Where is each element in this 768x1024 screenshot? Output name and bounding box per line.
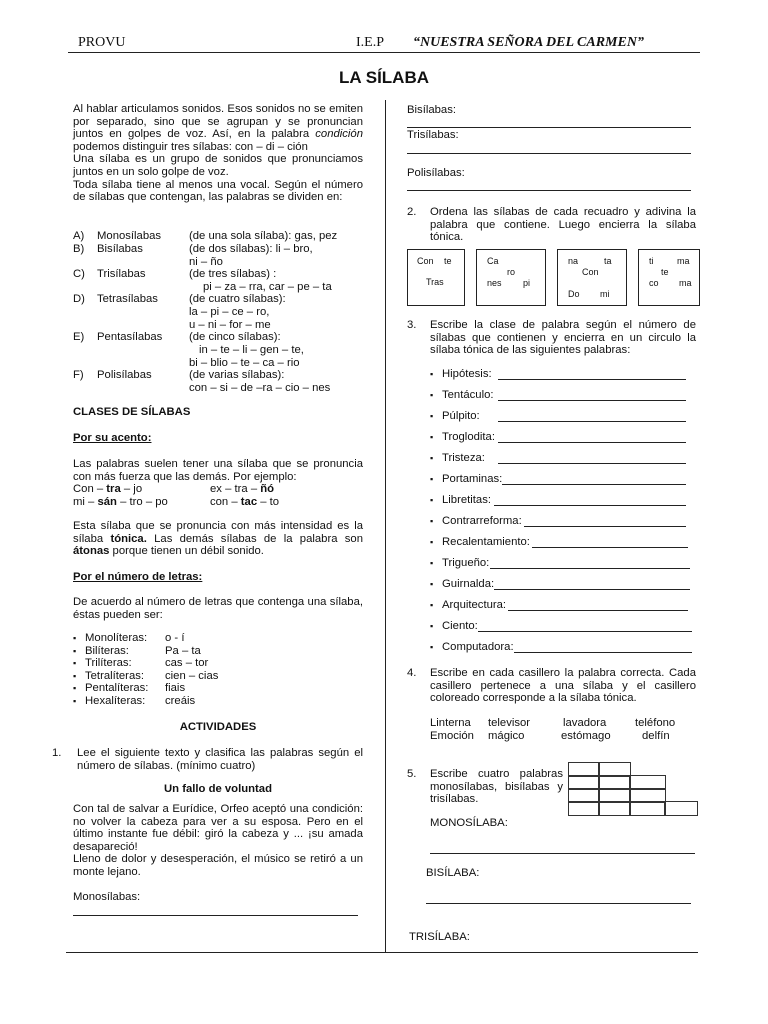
- bullet-icon: ▪: [430, 432, 434, 442]
- word-answer-line[interactable]: [494, 589, 690, 590]
- word-label: Contrarreforma:: [442, 515, 522, 527]
- word-label: Tentáculo:: [442, 389, 494, 401]
- intro-text-2: Una sílaba es un grupo de sonidos que pronunciamos juntos en un solo golpe de voz.: [73, 153, 363, 178]
- letras-paragraph: De acuerdo al número de letras que contenga una sílaba, éstas pueden ser:: [73, 596, 363, 621]
- bullet-icon: ▪: [430, 411, 434, 421]
- intro-text-1b: podemos distinguir tres sílabas: con – di – ción: [73, 140, 308, 153]
- q4-word: teléfono: [635, 717, 676, 729]
- story-text-1: Con tal de salvar a Eurídice, Orfeo aceptó una condición: no volver la cabeza para ver a su esposa. Pero en el último instante fue débil: giró la cabeza y ... ¡su amada desapareció!: [73, 803, 363, 853]
- type-desc: (de tres sílabas) :: [189, 268, 277, 280]
- syllable-box-2: [476, 249, 546, 306]
- bullet-icon: ▪: [430, 474, 434, 484]
- ex-text: ex – tra –: [210, 483, 261, 495]
- bullet-icon: ▪: [430, 495, 434, 505]
- bisilaba-label: BISÍLABA:: [426, 867, 480, 879]
- word-answer-line[interactable]: [498, 463, 686, 464]
- word-answer-line[interactable]: [514, 652, 692, 653]
- word-label: Trigueño:: [442, 557, 490, 569]
- word-label: Púlpito:: [442, 410, 480, 422]
- type-name: Pentasílabas: [97, 331, 163, 343]
- acento-paragraph: Las palabras suelen tener una sílaba que se pronuncia con más fuerza que las demás. Por ejemplo:: [73, 458, 363, 483]
- letras-name: Trilíteras:: [85, 657, 132, 670]
- type-example: ni – ño: [189, 256, 223, 268]
- word-answer-line[interactable]: [494, 505, 686, 506]
- monosilabas-answer-line[interactable]: [73, 915, 358, 916]
- header-school-wrap: [413, 35, 644, 51]
- type-example-2: u – ni – for – me: [189, 319, 271, 331]
- ex-text: – jo: [120, 483, 143, 495]
- word-list: [430, 368, 700, 658]
- header-iep: I.E.P: [356, 35, 384, 50]
- letras-example: creáis: [165, 694, 196, 707]
- tonica-text: porque tienen un débil sonido.: [109, 545, 264, 558]
- list-item: [73, 645, 333, 658]
- type-example-2: bi – blio – te – ca – rio: [189, 357, 300, 369]
- letras-name: Pentalíteras:: [85, 682, 149, 695]
- question-4-number: 4.: [407, 667, 417, 679]
- syllable-box-1: [407, 249, 465, 306]
- type-name: Monosílabas: [97, 230, 162, 242]
- type-example: in – te – li – gen – te,: [199, 344, 304, 356]
- accent-example-3: [73, 496, 168, 509]
- type-desc: (de una sola sílaba): gas, pez: [189, 230, 338, 242]
- monosilaba-label: MONOSÍLABA:: [430, 817, 508, 829]
- bullet-icon: ▪: [430, 453, 434, 463]
- syllable: Ca: [487, 256, 499, 266]
- bullet-icon: ▪: [430, 621, 434, 631]
- question-3-text: Escribe la clase de palabra según el número de sílabas que contienen y encierra en un circulo la sílaba tónica de las siguientes palabras:: [430, 319, 696, 357]
- bisilaba-answer-line[interactable]: [426, 903, 691, 904]
- syllable: Tras: [426, 277, 444, 287]
- tonica-paragraph: [73, 520, 363, 558]
- syllable: Con: [582, 267, 599, 277]
- type-letter: A): [73, 230, 85, 242]
- type-name: Polisílabas: [97, 369, 152, 381]
- trisilabas-label: Trisílabas:: [407, 129, 459, 141]
- header-rule: [68, 52, 700, 53]
- q4-word-row-1: [430, 717, 700, 731]
- syllable: ti: [649, 256, 654, 266]
- trisilabas-answer-line[interactable]: [407, 153, 691, 154]
- ex-stress: sán: [97, 496, 117, 508]
- word-answer-line[interactable]: [508, 610, 688, 611]
- q4-word: estómago: [561, 730, 611, 742]
- letras-name: Hexalíteras:: [85, 694, 146, 707]
- word-answer-line[interactable]: [498, 400, 686, 401]
- letras-heading: Por el número de letras:: [73, 571, 203, 583]
- word-label: Ciento:: [442, 620, 478, 632]
- syllable: pi: [523, 278, 531, 288]
- story-title: Un fallo de voluntad: [164, 783, 272, 795]
- type-example: la – pi – ce – ro,: [189, 306, 270, 318]
- q4-word: delfín: [642, 730, 670, 742]
- ex-stress: tra: [106, 483, 121, 495]
- grid-cell[interactable]: [598, 801, 631, 816]
- bullet-icon: ▪: [430, 537, 434, 547]
- type-letter: F): [73, 369, 84, 381]
- syllable: ma: [679, 278, 692, 288]
- type-desc: (de varias sílabas):: [189, 369, 285, 381]
- bullet-icon: ▪: [430, 369, 434, 379]
- word-label: Libretitas:: [442, 494, 491, 506]
- type-letter: B): [73, 243, 85, 255]
- grid-cell[interactable]: [568, 801, 600, 816]
- type-name: Trisílabas: [97, 268, 146, 280]
- ex-text: – to: [257, 496, 280, 508]
- type-name: Tetrasílabas: [97, 293, 158, 305]
- type-desc: (de dos sílabas): li – bro,: [189, 243, 313, 255]
- bullet-icon: ▪: [430, 600, 434, 610]
- syllable: mi: [600, 289, 610, 299]
- q4-word-row-2: [430, 730, 700, 744]
- q4-word: Linterna: [430, 717, 471, 729]
- syllable-box-4: [638, 249, 700, 306]
- word-answer-line[interactable]: [532, 547, 688, 548]
- question-4-text: Escribe en cada casillero la palabra correcta. Cada casillero pertenece a una sílaba y el casillero coloreado corresponde a la sílaba tónica.: [430, 667, 696, 705]
- atonas-bold: átonas: [73, 545, 110, 558]
- word-answer-line[interactable]: [498, 379, 686, 380]
- ex-stress: tac: [240, 496, 258, 508]
- question-2-text: Ordena las sílabas de cada recuadro y adivina la palabra que contiene. Luego encierra la sílaba tónica.: [430, 206, 696, 244]
- list-item: [73, 682, 333, 695]
- syllable: Do: [568, 289, 580, 299]
- story-paragraph: [73, 803, 363, 879]
- syllable: co: [649, 278, 659, 288]
- bullet-icon: ▪: [430, 516, 434, 526]
- type-desc: (de cinco sílabas):: [189, 331, 281, 343]
- word-answer-line[interactable]: [502, 484, 686, 485]
- letras-example: o - í: [165, 632, 185, 644]
- syllable: ro: [507, 267, 516, 277]
- intro-word: condición: [315, 128, 363, 141]
- type-letter: E): [73, 331, 85, 343]
- ex-text: Con –: [73, 483, 107, 495]
- word-label: Hipótesis:: [442, 368, 492, 380]
- word-label: Arquitectura:: [442, 599, 507, 611]
- polisilabas-answer-line[interactable]: [407, 190, 691, 191]
- actividades-heading: ACTIVIDADES: [179, 721, 257, 733]
- ex-text: mi –: [73, 496, 98, 508]
- bullet-icon: ▪: [430, 579, 434, 589]
- story-text-2: Lleno de dolor y desesperación, el músico se retiró a un monte lejano.: [73, 853, 363, 878]
- letras-example: cien – cias: [165, 669, 219, 682]
- intro-text-1a: Al hablar articulamos sonidos. Esos sonidos no se emiten por separado, sino que se agrupan y se pronuncian juntos en golpes de voz. Así, en la palabra: [73, 103, 363, 141]
- q4-word: televisor: [488, 717, 531, 729]
- bullet-icon: ▪: [430, 558, 434, 568]
- letras-list: [73, 632, 333, 708]
- letras-example: cas – tor: [165, 657, 209, 670]
- word-answer-line[interactable]: [478, 631, 692, 632]
- type-letter: C): [73, 268, 85, 280]
- header-school: “NUESTRA SEÑORA DEL CARMEN”: [413, 35, 644, 50]
- word-label: Guirnalda:: [442, 578, 495, 590]
- bisilabas-label: Bisílabas:: [407, 104, 456, 116]
- q4-word: mágico: [488, 730, 525, 742]
- page-title: LA SÍLABA: [338, 68, 430, 87]
- type-example: pi – za – rra, car – pe – ta: [203, 281, 332, 293]
- accent-example-2: [210, 483, 274, 496]
- list-item: [73, 670, 333, 683]
- bisilabas-answer-line[interactable]: [407, 127, 691, 128]
- grid-cell[interactable]: [664, 801, 698, 816]
- intro-paragraph: [73, 103, 363, 204]
- syllable: nes: [487, 278, 502, 288]
- polisilabas-label: Polisílabas:: [407, 167, 465, 179]
- letras-name: Monolíteras:: [85, 632, 148, 644]
- clases-heading: CLASES DE SÍLABAS: [73, 406, 191, 418]
- accent-example-1: [73, 483, 142, 496]
- trisilaba-label: TRISÍLABA:: [409, 931, 470, 943]
- word-label: Troglodita:: [442, 431, 495, 443]
- question-1-text: Lee el siguiente texto y clasifica las palabras según el número de sílabas. (mínimo cuatro): [77, 747, 363, 772]
- accent-example-4: [210, 496, 279, 509]
- letras-example: Pa – ta: [165, 644, 201, 657]
- monosilaba-answer-line[interactable]: [430, 853, 695, 854]
- word-answer-line[interactable]: [490, 568, 690, 569]
- word-answer-line[interactable]: [498, 421, 686, 422]
- syllable: te: [661, 267, 669, 277]
- monosilabas-label: Monosílabas:: [73, 891, 141, 903]
- grid-cell[interactable]: [629, 801, 666, 816]
- syllable: Con: [417, 256, 434, 266]
- word-label: Tristeza:: [442, 452, 485, 464]
- tonica-bold: tónica.: [110, 532, 147, 545]
- question-2-number: 2.: [407, 206, 417, 218]
- list-item: [73, 632, 333, 645]
- ex-text: – tro – po: [116, 496, 168, 508]
- acento-heading: Por su acento:: [73, 432, 152, 444]
- syllable: te: [444, 256, 452, 266]
- word-answer-line[interactable]: [498, 442, 686, 443]
- letras-example: fiais: [165, 682, 186, 695]
- tonica-text: Las demás sílabas de la palabra son: [146, 532, 363, 545]
- type-desc: (de cuatro sílabas):: [189, 293, 286, 305]
- word-label: Portaminas:: [442, 473, 503, 485]
- ex-stress: ñó: [260, 483, 275, 495]
- syllable: na: [568, 256, 579, 266]
- syllable-box-3: [557, 249, 627, 306]
- column-divider: [385, 100, 386, 952]
- bullet-icon: ▪: [430, 642, 434, 652]
- list-item: [73, 695, 333, 708]
- question-5-number: 5.: [407, 768, 417, 780]
- syllable: ma: [677, 256, 690, 266]
- syllable: ta: [604, 256, 612, 266]
- header-left: PROVU: [78, 35, 126, 50]
- question-3-number: 3.: [407, 319, 417, 331]
- word-answer-line[interactable]: [524, 526, 686, 527]
- question-1-number: 1.: [52, 747, 62, 759]
- question-5-text: Escribe cuatro palabras monosílabas, bisílabas y trisílabas.: [430, 768, 563, 806]
- type-name: Bisílabas: [97, 243, 143, 255]
- tonica-text: Esta sílaba que se pronuncia con más intensidad es la sílaba: [73, 520, 363, 545]
- word-label: Computadora:: [442, 641, 514, 653]
- q4-word: Emoción: [430, 730, 474, 742]
- list-item: [73, 657, 333, 670]
- q4-word: lavadora: [563, 717, 607, 729]
- letras-name: Bilíteras:: [85, 644, 129, 657]
- ex-text: con –: [210, 496, 241, 508]
- bullet-icon: ▪: [430, 390, 434, 400]
- letras-name: Tetralíteras:: [85, 669, 145, 682]
- word-label: Recalentamiento:: [442, 536, 530, 548]
- type-letter: D): [73, 293, 85, 305]
- intro-text-3: Toda sílaba tiene al menos una vocal. Según el número de sílabas que contengan, las palabras se dividen en:: [73, 178, 363, 204]
- type-example: con – si – de –ra – cio – nes: [189, 382, 331, 394]
- bottom-rule: [66, 952, 698, 953]
